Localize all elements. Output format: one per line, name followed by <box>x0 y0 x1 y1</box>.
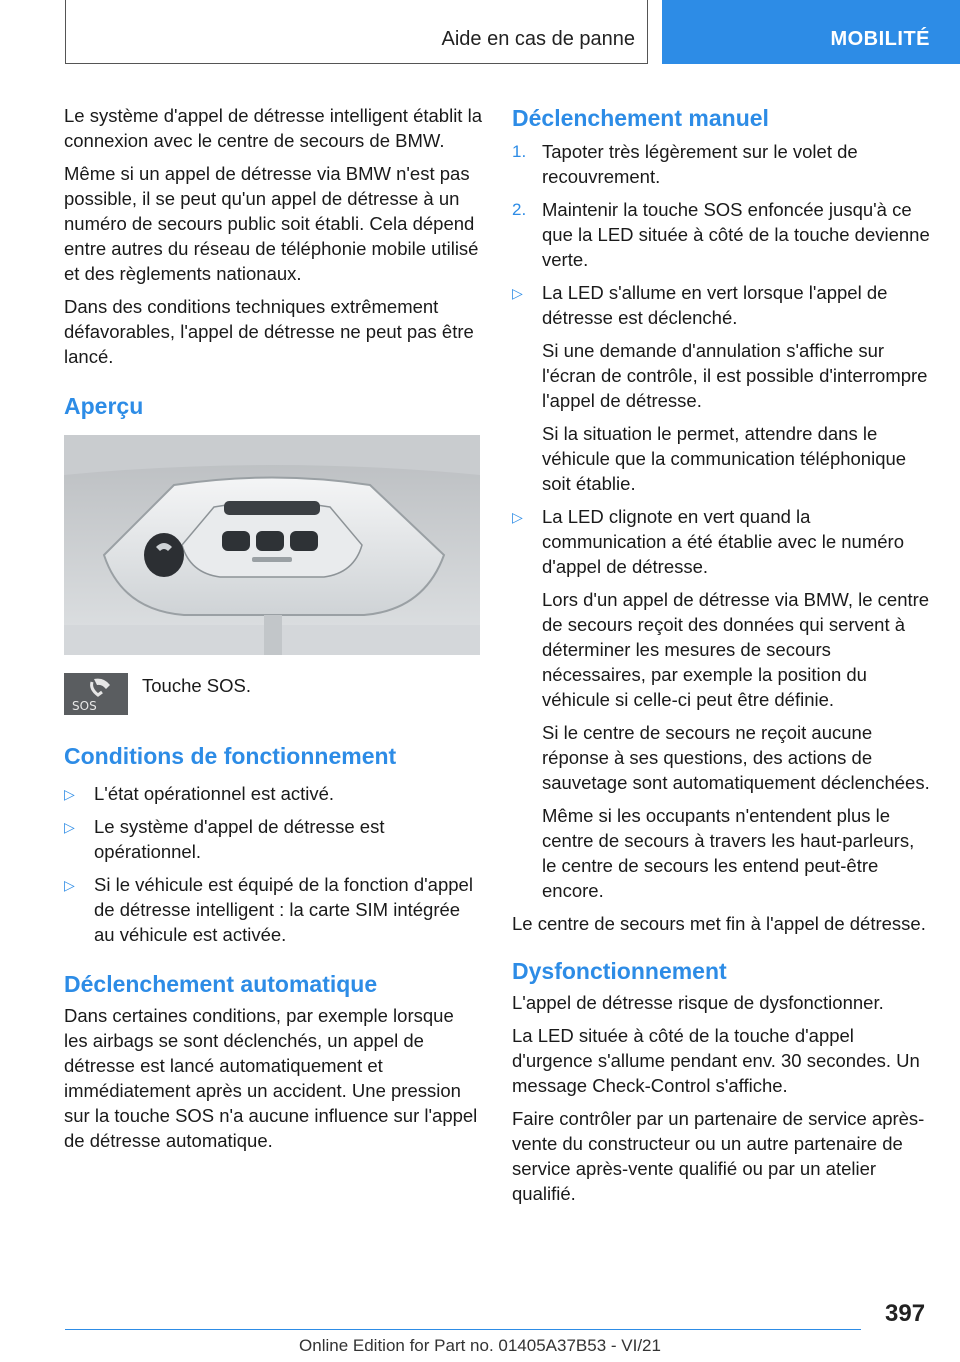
result-item: ▷ La LED clignote en vert quand la communication a été établie avec le numéro d'appel de détresse. Lors d'un appel de détresse via BMW, le centre de secours reçoit des données qui servent à déterminer les mesures de secours nécessaires, par exemple la position du véhicule si celle-ci peut être définie. Si le centre de secours ne reçoit aucune réponse à ses questions, des actions de sauvetage sont automatiquement déclenchées. Même si les occupants n'entendent plus le centre de secours à travers les haut-parleurs, le centre de secours les entend peut-être encore. <box>512 506 930 901</box>
result-detail: Lors d'un appel de détresse via BMW, le centre de secours reçoit des données qui servent à déterminer les mesures de secours nécessaires, par exemple la position du véhicule si celle-ci peut être définie. <box>542 589 930 710</box>
triangle-bullet-icon: ▷ <box>64 819 75 835</box>
left-column <box>64 103 482 1161</box>
triangle-bullet-icon: ▷ <box>512 509 523 525</box>
results-list <box>512 280 930 903</box>
step-number: 1. <box>512 142 527 161</box>
section-title: Aide en cas de panne <box>441 28 635 50</box>
sos-button-thumbnail <box>64 673 128 715</box>
chapter-tab-label: MOBILITÉ <box>830 28 930 50</box>
step-number: 2. <box>512 200 527 219</box>
conditions-list <box>64 781 482 947</box>
chapter-tab[interactable] <box>662 0 960 64</box>
intro-paragraph: Le système d'appel de détresse intelligent établit la connexion avec le centre de secours de BMW. <box>64 105 482 151</box>
overview-heading: Aperçu <box>64 393 144 419</box>
conditions-heading: Conditions de fonctionnement <box>64 743 397 769</box>
phone-icon <box>64 673 128 715</box>
footer-divider <box>65 1329 861 1330</box>
manual-trigger-heading: Déclenchement manuel <box>512 105 769 131</box>
malfunction-paragraph: La LED située à côté de la touche d'appel d'urgence s'allume pendant env. 30 secondes. Un message Check-Control s'affiche. <box>512 1025 920 1096</box>
sos-caption: Touche SOS. <box>142 675 252 696</box>
sos-legend <box>64 673 482 733</box>
malfunction-paragraph: Faire contrôler par un partenaire de service après-vente du constructeur ou un autre partenaire de service après-vente qualifié ou par un atelier qualifié. <box>512 1108 925 1204</box>
list-item: ▷ L'état opérationnel est activé. <box>64 781 482 806</box>
overhead-console-figure <box>64 435 480 655</box>
result-detail: Si une demande d'annulation s'affiche sur l'écran de contrôle, il est possible d'interrompre l'appel de détresse. <box>542 340 928 411</box>
triangle-bullet-icon: ▷ <box>512 285 523 301</box>
header-bar <box>65 0 648 64</box>
intro-paragraph: Dans des conditions techniques extrêmement défavorables, l'appel de détresse ne peut pas être lancé. <box>64 296 474 367</box>
result-detail: Si le centre de secours ne reçoit aucune réponse à ses questions, des actions de sauvetage sont automatiquement déclenchées. <box>542 722 930 793</box>
edition-label: Online Edition for Part no. 01405A37B53 - VI/21 <box>299 1336 661 1355</box>
list-item: ▷ Le système d'appel de détresse est opérationnel. <box>64 816 385 862</box>
sos-icon-label: SOS <box>72 699 97 713</box>
intro-paragraph: Même si un appel de détresse via BMW n'est pas possible, il se peut qu'un appel de détresse à un numéro de secours public soit établi. Cela dépend entre autres du réseau de téléphonie mobile utilisé et des règlements nationaux. <box>64 163 479 284</box>
auto-trigger-heading: Déclenchement automatique <box>64 971 378 997</box>
result-item: ▷ La LED s'allume en vert lorsque l'appel de détresse est déclenché. Si une demande d'annulation s'affiche sur l'écran de contrôle, il est possible d'interrompre l'appel de détresse. Si la situation le permet, attendre dans le véhicule que la communication téléphonique soit établie. <box>512 280 930 496</box>
right-column <box>512 103 930 1214</box>
page-number: 397 <box>885 1300 926 1327</box>
malfunction-paragraph: L'appel de détresse risque de dysfonctionner. <box>512 992 884 1013</box>
sos-button-illustration <box>144 533 184 577</box>
step-item: 2. Maintenir la touche SOS enfoncée jusqu'à ce que la LED située à côté de la touche devienne verte. <box>512 199 930 270</box>
result-detail: Même si les occupants n'entendent plus le centre de secours à travers les haut-parleurs, le centre de secours les entend peut-être encore. <box>542 805 915 901</box>
step-item: 1. Tapoter très légèrement sur le volet de recouvrement. <box>512 141 858 187</box>
overhead-console-illustration <box>64 435 480 655</box>
malfunction-heading: Dysfonctionnement <box>512 958 727 984</box>
end-call-text: Le centre de secours met fin à l'appel de détresse. <box>512 913 926 934</box>
triangle-bullet-icon: ▷ <box>64 877 75 893</box>
triangle-bullet-icon: ▷ <box>64 786 75 802</box>
result-detail: Si la situation le permet, attendre dans le véhicule que la communication téléphonique soit établie. <box>542 423 907 494</box>
steps-list <box>512 139 930 272</box>
auto-trigger-text: Dans certaines conditions, par exemple lorsque les airbags se sont déclenchés, un appel de détresse est lancé automatiquement et immédiatement après un accident. Une pression sur la touche SOS n'a aucune influence sur l'appel de détresse automatique. <box>64 1005 478 1151</box>
list-item: ▷ Si le véhicule est équipé de la fonction d'appel de détresse intelligent : la carte SIM intégrée au véhicule est activée. <box>64 874 473 945</box>
